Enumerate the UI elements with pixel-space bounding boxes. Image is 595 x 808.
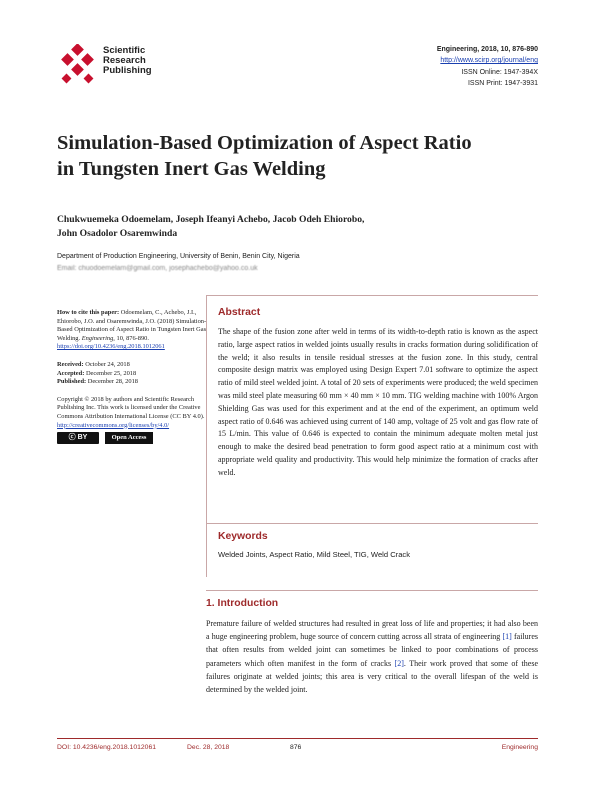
keywords-body: Welded Joints, Aspect Ratio, Mild Steel, TIG, Weld Crack [218, 550, 411, 559]
citation-box [57, 309, 207, 352]
cc-icon: ⓒ [68, 433, 76, 441]
publisher-name: Scientific Research Publishing [103, 45, 152, 76]
article-info-sidebar [57, 309, 207, 453]
journal-meta [437, 44, 538, 89]
accepted-date: December 25, 2018 [85, 369, 137, 377]
cc-by-badge[interactable]: ⓒ BY [57, 432, 99, 444]
introduction-heading: 1. Introduction [206, 598, 279, 609]
footer-doi: DOI: 10.4236/eng.2018.1012061 [57, 744, 157, 751]
keywords-heading: Keywords [218, 531, 268, 542]
footer-date: Dec. 28, 2018 [187, 744, 230, 751]
journal-citation: Engineering, 2018, 10, 876-890 [436, 46, 538, 53]
page-number: 876 [290, 744, 302, 751]
abstract-body: The shape of the fusion zone after weld in terms of its width-to-depth ratio is known as the aspect ratio, large aspect ratios in welded joints usually results in cracks formation during solidification of the weld; it also results in tensile residual stresses at the fusion zone. In this study, central composite design matrix was employed using Design Expert 7.01 software to optimize the aspect ratio of mild steel welded joint. A total of 20 sets of experiments were produced; the weld specimen was mild steel plate measuring 60 mm × 40 mm × 10 mm. TIG welding machine with 100% Argon Shielding Gas was used for this experiment and at the end of the experiment, an optimum weld aspect ratio of 0.646 was achieved using current of 140 amp, voltage of 25 volt and gas flow rate of 15 L/min. This value of 0.646 is expected to contain the minimum adequate molten metal just enough to make the desired bead penetration to form good aspect ratio at a minimum cost with appropriate weld quality and productivity. This would help minimize the formation of cracks after weld. [218, 327, 538, 477]
issn-print: ISSN Print: 1947-3931 [467, 79, 538, 87]
published-date: December 28, 2018 [87, 378, 138, 386]
keywords-divider [206, 523, 538, 524]
footer-divider [57, 738, 538, 739]
affiliation-block [57, 251, 477, 275]
scirp-logo-icon [57, 44, 99, 86]
citation-volume: , 10, 876-890. [113, 334, 149, 342]
authors: Chukwuemeka Odoemelam, Joseph Ifeanyi Achebo, Jacob Odeh Ehiorobo, John Osadolor Osaremwinda [57, 214, 365, 239]
affiliation: Department of Production Engineering, University of Benin, Benin City, Nigeria [57, 253, 300, 260]
abstract-divider-top [206, 295, 538, 296]
license-text: Copyright © 2018 by authors and Scientific Research Publishing Inc. This work is licensed under the Creative Commons Attribution International License (CC BY 4.0). [57, 395, 205, 420]
introduction-body: Premature failure of welded structures had resulted in great loss of life and properties; it had also been a huge engineering problem, huge source of concern cutting across all strata of engineering [1] failures that often results from welded joint can sometimes be linked to poor combinations of process parameters which often manifest in the form of cracks [2]. Their work proved that some of these failures originate at welded joints; this area is very critical to the overall lifespan of the weld is determined by the welded joint. [206, 619, 539, 695]
abstract-divider-vertical [206, 295, 207, 577]
open-access-badge[interactable]: Open Access [105, 432, 153, 444]
doi-link[interactable]: https://doi.org/10.4236/eng.2018.1012061 [57, 343, 165, 351]
citation-journal: Engineering [81, 334, 114, 342]
journal-url-link[interactable]: http://www.scirp.org/journal/eng [440, 57, 538, 65]
paper-title: Simulation-Based Optimization of Aspect Ratio in Tungsten Inert Gas Welding [57, 132, 472, 180]
introduction-divider [206, 590, 538, 591]
email: Email: chuodoemelam@gmail.com, josephachebo@yahoo.co.uk [57, 265, 258, 272]
citation-ref-1[interactable]: [1] [502, 632, 512, 642]
citation-ref-2[interactable]: [2] [394, 658, 404, 668]
publisher-logo [57, 44, 207, 86]
issn-online: ISSN Online: 1947-394X [461, 68, 538, 76]
license-block [57, 396, 207, 444]
dates-block: Received: October 24, 2018 Accepted: December 25, 2018 Published: December 28, 2018 [57, 360, 138, 386]
license-url-link[interactable]: http://creativecommons.org/licenses/by/4.0/ [57, 421, 170, 429]
received-date: October 24, 2018 [85, 360, 130, 368]
citation-label: How to cite this paper: [57, 309, 120, 316]
citation-text: Odoemelam, C., Achebo, J.I., Ehiorobo, J.O. and Osaremwinda, J.O. (2018) Simulation-Based Optimization of Aspect Ratio in Tungsten Inert Gas Welding. [57, 309, 207, 342]
abstract-heading: Abstract [218, 307, 261, 318]
footer-journal: Engineering [501, 744, 538, 751]
